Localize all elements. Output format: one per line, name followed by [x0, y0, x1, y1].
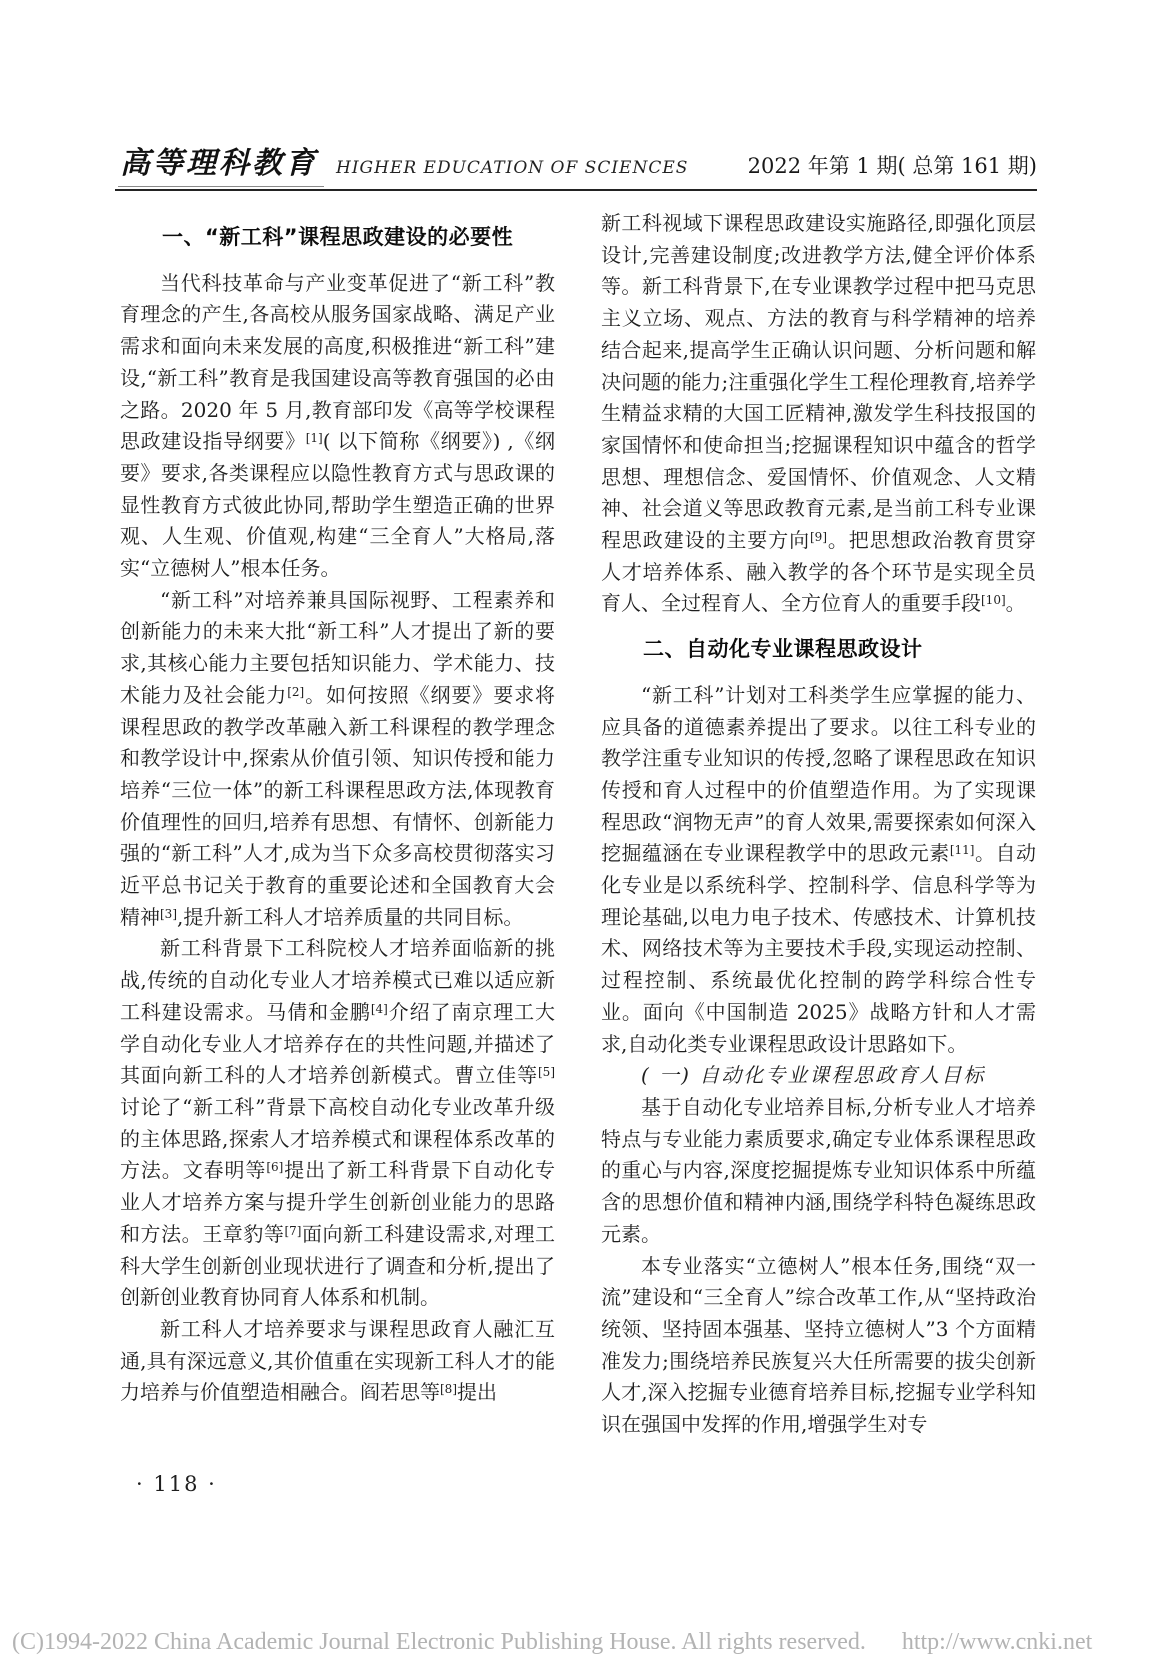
- paragraph: “新工科”计划对工科类学生应掌握的能力、应具备的道德素养提出了要求。以往工科专业的教学注重专业知识的传授,忽略了课程思政在知识传授和育人过程中的价值塑造作用。为了实现课程思政“润物无声”的育人效果,需要探索如何深入挖掘蕴涵在专业课程教学中的思政元素[11]。自动化专业是以系统科学、控制科学、信息科学等为理论基础,以电力电子技术、传感技术、计算机技术、网络技术等为主要技术手段,实现运动控制、过程控制、系统最优化控制的跨学科综合性专业。面向《中国制造 2025》战略方针和人才需求,自动化类专业课程思政设计思路如下。: [601, 682, 1037, 1056]
- issue-info: 2022 年第 1 期( 总第 161 期): [747, 154, 1037, 178]
- paragraph: 基于自动化专业培养目标,分析专业人才培养特点与专业能力素质要求,确定专业体系课程思政的重心与内容,深度挖掘提炼专业知识体系中所蕴含的思想价值和精神内涵,围绕学科特色凝练思政元素。: [601, 1094, 1036, 1246]
- journal-title-english: HIGHER EDUCATION OF SCIENCES: [336, 158, 689, 178]
- citation-reference: [2]: [287, 684, 305, 699]
- text-column-2: [601, 208, 1036, 1441]
- section-heading: 一、“新工科”课程思政建设的必要性: [162, 225, 514, 249]
- journal-header: [118, 138, 1037, 187]
- citation-reference: [3]: [160, 906, 177, 921]
- paragraph: 新工科视域下课程思政建设实施路径,即强化顶层设计,完善建设制度;改进教学方法,健全评价体系等。新工科背景下,在专业课教学过程中把马克思主义立场、观点、方法的教育与科学精神的培养结合起来,提高学生正确认识问题、分析问题和解决问题的能力;注重强化学生工程伦理教育,培养学生精益求精的大国工匠精神,激发学生科技报国的家国情怀和使命担当;挖掘课程知识中蕴含的哲学思想、理想信念、爱国情怀、价值观念、人文精神、社会道义等思政教育元素,是当前工科专业课程思政建设的主要方向[9]。把思想政治教育贯穿人才培养体系、融入教学的各个环节是实现全员育人、全过程育人、全方位育人的重要手段[10]。: [601, 211, 1036, 616]
- paragraph: 新工科人才培养要求与课程思政育人融汇互通,具有深远意义,其价值重在实现新工科人才的能力培养与价值塑造相融合。阎若思等[8]提出: [120, 1316, 555, 1405]
- citation-reference: [9]: [810, 530, 827, 545]
- citation-reference: [4]: [370, 1001, 388, 1016]
- page-number: · 118 ·: [136, 1472, 217, 1496]
- cnki-url: http://www.cnki.net: [901, 1629, 1093, 1655]
- section-heading: 二、自动化专业课程思政设计: [643, 637, 923, 662]
- citation-reference: [1]: [305, 431, 323, 446]
- citation-reference: [6]: [266, 1160, 284, 1175]
- journal-logo-chinese: 高等理科教育: [118, 138, 324, 187]
- text-column-1: [120, 208, 555, 1441]
- article-body: [120, 208, 1037, 1441]
- header-divider-rule: [115, 189, 1037, 191]
- paragraph: “新工科”对培养兼具国际视野、工程素养和创新能力的未来大批“新工科”人才提出了新的要求,其核心能力主要包括知识能力、学术能力、技术能力及社会能力[2]。如何按照《纲要》要求将课程思政的教学改革融入新工科课程的教学理念和教学设计中,探索从价值引领、知识传授和能力培养“三位一体”的新工科课程思政方法,体现教育价值理性的回归,培养有思想、有情怀、创新能力强的“新工科”人才,成为当下众多高校贯彻落实习近平总书记关于教育的重要论述和全国教育大会精神[3],提升新工科人才培养质量的共同目标。: [120, 587, 556, 929]
- paragraph: 当代科技革命与产业变革促进了“新工科”教育理念的产生,各高校从服务国家战略、满足产业需求和面向未来发展的高度,积极推进“新工科”建设,“新工科”教育是我国建设高等教育强国的必由之路。2020 年 5 月,教育部印发《高等学校课程思政建设指导纲要》[1]( 以下简称《纲要》) ,《纲要》要求,各类课程应以隐性教育方式与思政课的显性教育方式彼此协同,帮助学生塑造正确的世界观、人生观、价值观,构建“三全育人”大格局,落实“立德树人”根本任务。: [120, 270, 556, 581]
- citation-reference: [7]: [284, 1223, 302, 1238]
- citation-reference: [11]: [949, 843, 975, 858]
- paragraph: 新工科背景下工科院校人才培养面临新的挑战,传统的自动化专业人才培养模式已难以适应新工科建设需求。马倩和金鹏[4]介绍了南京理工大学自动化专业人才培养存在的共性问题,并描述了其面向新工科的人才培养创新模式。曹立佳等[5]讨论了“新工科”背景下高校自动化专业改革升级的主体思路,探索人才培养模式和课程体系改革的方法。文春明等[6]提出了新工科背景下自动化专业人才培养方案与提升学生创新创业能力的思路和方法。王章豹等[7]面向新工科建设需求,对理工科大学生创新创业现状进行了调查和分析,提出了创新创业教育协同育人体系和机制。: [120, 936, 556, 1310]
- citation-reference: [8]: [440, 1382, 457, 1397]
- copyright-footer: [12, 1629, 1142, 1656]
- citation-reference: [10]: [981, 593, 1006, 608]
- citation-reference: [5]: [538, 1065, 555, 1080]
- subsection-heading: ( 一) 自动化专业课程思政育人目标: [641, 1063, 986, 1088]
- copyright-text: (C)1994-2022 China Academic Journal Electronic Publishing House. All rights reserved.: [12, 1629, 866, 1655]
- paragraph: 本专业落实“立德树人”根本任务,围绕“双一流”建设和“三全育人”综合改革工作,从“坚持政治统领、坚持固本强基、坚持立德树人”3 个方面精准发力;围绕培养民族复兴大任所需要的拔尖创新人才,深入挖掘专业德育培养目标,挖掘专业学科知识在强国中发挥的作用,增强学生对专: [601, 1253, 1036, 1437]
